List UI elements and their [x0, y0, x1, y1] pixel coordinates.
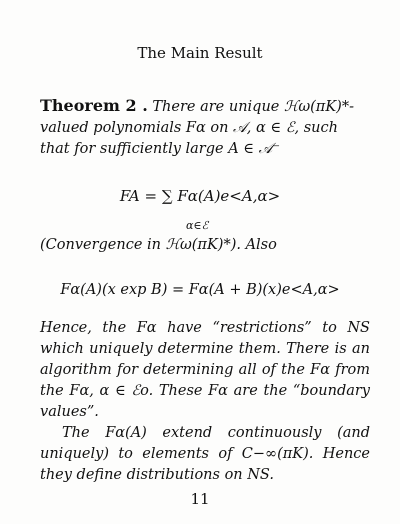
sum-equation	[0, 187, 400, 232]
theorem-label: Theorem 2 .	[40, 96, 148, 115]
paragraph-restrictions: Hence, the Fα have “restrictions” to NS which uniquely determine them. There is an algorithm for determining all of the Fα from the Fα, α ∈ ℰo. These Fα are the “boundary values”.	[40, 320, 370, 420]
theorem-block	[40, 95, 370, 160]
paragraph-extension: The Fα(A) extend continuously (and uniquely) to elements of C−∞(πK). Hence they define distributions on NS.	[40, 425, 370, 483]
page-number: 11	[190, 490, 210, 508]
shift-equation: Fα(A)(x exp B) = Fα(A + B)(x)e<A,α>	[60, 282, 340, 298]
body-text	[40, 318, 370, 486]
sum-equation-text: FA = ∑ Fα(A)e<A,α>	[119, 187, 281, 205]
convergence-line: (Convergence in ℋω(πK)*). Also	[40, 237, 277, 253]
page-title: The Main Result	[137, 44, 263, 62]
sum-subscript: α∈ℰ	[186, 219, 209, 232]
theorem-statement: There are unique ℋω(πK)*-valued polynomials Fα on 𝒜, α ∈ ℰ, such that for sufficiently large A ∈ 𝒜⁻	[40, 99, 354, 157]
